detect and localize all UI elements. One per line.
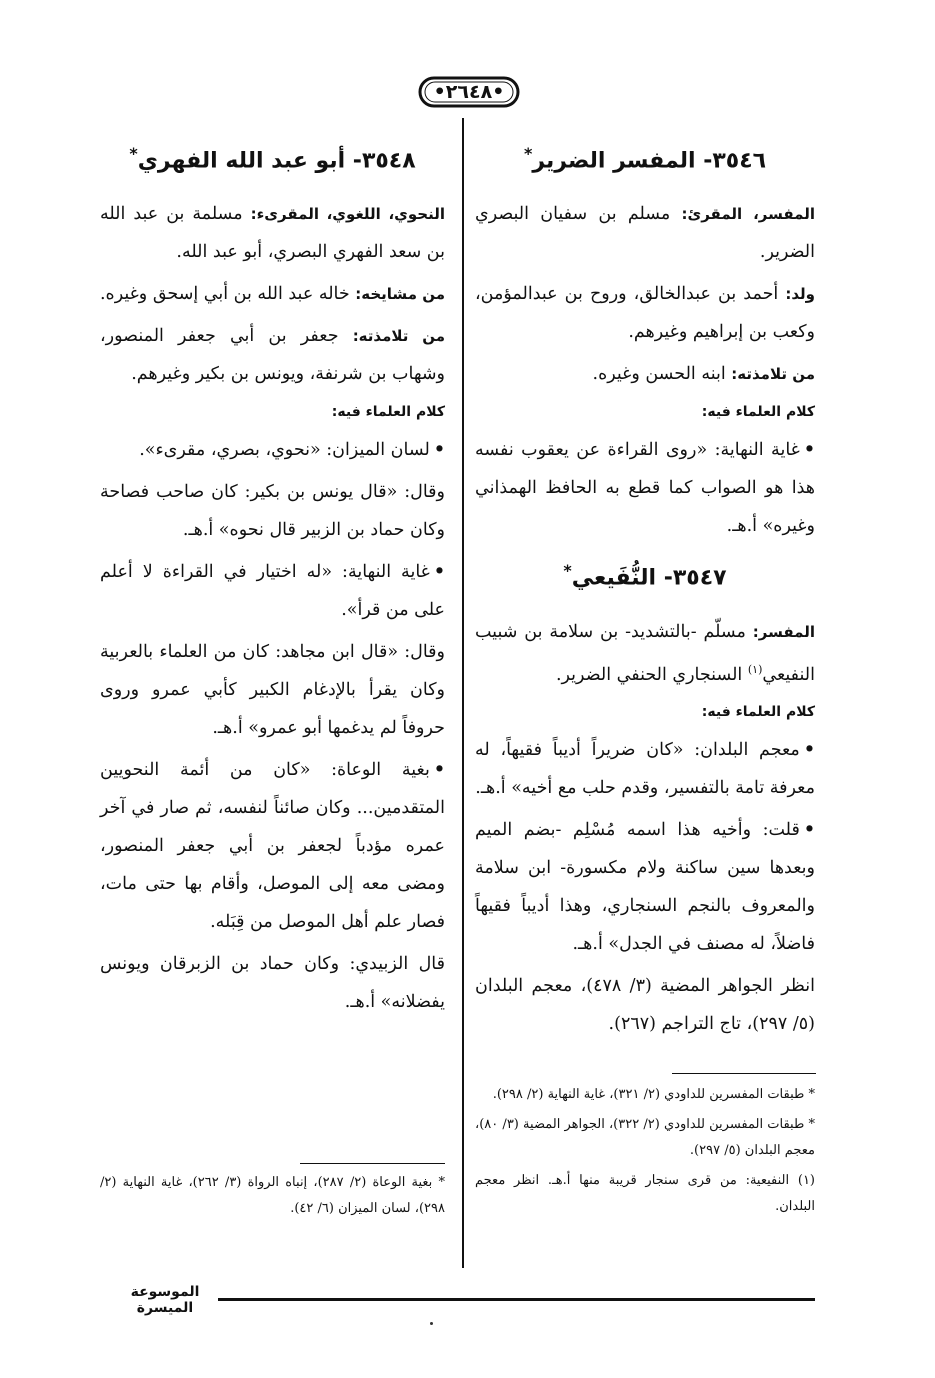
paragraph-lead: النحوي، اللغوي، المقرىء: <box>250 205 445 224</box>
entry-title-star: * <box>129 144 138 163</box>
paragraph-text: لسان الميزان: «نحوي، بصري، مقرىء». <box>139 440 430 461</box>
right-footnotes <box>475 1082 815 1224</box>
paragraph-text: السنجاري الحنفي الضرير. <box>555 664 748 685</box>
footnote: * بغية الوعاة (٢/ ٢٨٧)، إنباه الرواة (٣/ ٢٦٢)، غاية النهاية (٢/ ٢٩٨)، لسان الميزان (٦/ ٤٢). <box>100 1175 446 1216</box>
entry-paragraph <box>475 431 815 545</box>
bullet-icon: • <box>803 440 815 461</box>
column-divider <box>462 118 464 1268</box>
entry-title-text: ٣٥٤٦- المفسر الضرير <box>532 148 767 174</box>
section-subheading: كلام العلماء فيه: <box>701 404 815 421</box>
paragraph-text: غاية النهاية: «له اختيار في القراءة لا أعلم على من قرأ». <box>100 562 445 621</box>
paragraph-text: جعفر بن أبي جعفر المنصور، وشهاب بن شرنفة، ويونس بن بكير وغيرهم. <box>100 326 445 385</box>
entry-paragraph <box>100 751 445 941</box>
paragraph-lead: من تلامذته: <box>352 327 445 346</box>
paragraph-text: وقال: «قال ابن مجاهد: كان من العلماء بالعربية وكان يقرأ بالإدغام الكبير كأبي عمرو وروى حروفاً لم يدغمها أبو عمرو» أ.هـ. <box>100 642 445 739</box>
section-subheading: كلام العلماء فيه: <box>701 704 815 721</box>
paragraph-text: قال الزبيدي: وكان حماد بن الزبرقان ويونس يفضلانه» أ.هـ. <box>100 954 445 1013</box>
entry-paragraph <box>100 275 445 313</box>
entry-paragraph <box>475 731 815 807</box>
entry-title-3548 <box>100 134 445 181</box>
entry-title-star: * <box>563 561 572 581</box>
paragraph-lead: المفسر: <box>752 622 815 641</box>
paragraph-text: وقال: «قال يونس بن بكير: كان صاحب فصاحة وكان حماد بن الزبير قال نحوه» أ.هـ. <box>100 482 445 541</box>
left-column <box>100 128 445 1025</box>
entry-paragraph <box>100 317 445 393</box>
bullet-icon: • <box>803 820 815 841</box>
entry-paragraph <box>100 553 445 629</box>
footer-series-label: الموسوعة الميسرة <box>130 1284 200 1316</box>
footnote-reference: (١) <box>747 662 763 676</box>
entry-paragraph <box>100 431 445 469</box>
entry-title-3547 <box>475 551 815 598</box>
paragraph-lead: من تلامذته: <box>731 365 815 384</box>
entry-paragraph <box>475 967 815 1043</box>
paragraph-text: ابنه الحسن وغيره. <box>592 364 732 385</box>
bullet-icon: • <box>433 760 445 781</box>
entry-paragraph <box>100 195 445 271</box>
left-footnotes <box>100 1170 445 1226</box>
bullet-icon: • <box>433 562 445 583</box>
entry-paragraph <box>100 945 445 1021</box>
page-speck <box>430 1322 433 1325</box>
entry-title-text: ٣٥٤٨- أبو عبد الله الفهري <box>137 148 416 174</box>
entry-title-3546 <box>475 134 815 181</box>
paragraph-text: معجم البلدان: «كان ضريراً أديباً فقيهاً، له معرفة تامة بالتفسير، وقدم حلب مع أخيه» أ.هـ. <box>475 740 815 799</box>
paragraph-text: غاية النهاية: «روى القراءة عن يعقوب نفسه هذا هو الصواب كما قطع به الحافظ الهمذاني وغيره» أ.هـ. <box>475 440 815 537</box>
entry-paragraph <box>475 275 815 351</box>
entry-paragraph <box>475 811 815 963</box>
right-column <box>475 128 815 1047</box>
paragraph-text: أحمد بن عبدالخالق، وروح بن عبدالمؤمن، وكعب بن إبراهيم وغيرهم. <box>475 284 815 343</box>
footnote: (١) النفيعية: من قرى سنجار قريبة منها أ.هـ. انظر معجم البلدان. <box>475 1173 815 1214</box>
paragraph-lead: المفسر، المقرئ: <box>681 205 815 224</box>
footnote-rule <box>300 1163 445 1164</box>
entry-paragraph <box>100 633 445 747</box>
entry-paragraph <box>475 195 815 271</box>
paragraph-lead: ولد: <box>785 285 815 304</box>
bullet-icon: • <box>433 440 445 461</box>
paragraph-text: انظر الجواهر المضية (٣/ ٤٧٨)، معجم البلدان (٥/ ٢٩٧)، تاج التراجم (٢٦٧). <box>475 976 816 1035</box>
bullet-icon: • <box>803 740 815 761</box>
footnote-rule <box>672 1073 816 1074</box>
paragraph-text: خاله عبد الله بن أبي إسحق وغيره. <box>99 284 356 305</box>
section-subheading: كلام العلماء فيه: <box>331 404 445 421</box>
entry-title-star: * <box>523 144 533 163</box>
paragraph-text: بغية الوعاة: «كان من أئمة النحويين المتقدمين... وكان صائناً لنفسه، ثم صار في آخر عمره مؤدباً لجعفر بن أبي جعفر المنصور، ومضى معه إلى الموصل، وأقام بها حتى مات، فصار علم أهل الموصل من قِبَله. <box>100 760 445 933</box>
footnote: * طبقات المفسرين للداودي (٢/ ٣٢١)، غاية النهاية (٢/ ٢٩٨). <box>492 1087 815 1102</box>
paragraph-text: قلت: وأخيه هذا اسمه مُسْلِم -بضم الميم وبعدها سين ساكنة ولام مكسورة- ابن سلامة والمعروف بالنجم السنجاري، وهذا أديباً فقيهاً فاضلاً، له مصنف في الجدل» أ.هـ. <box>475 820 815 955</box>
paragraph-lead: من مشايخه: <box>355 285 445 304</box>
entry-title-text: ٣٥٤٧- النُّفَيعي <box>571 565 727 591</box>
entry-paragraph <box>475 613 815 694</box>
paragraph-text: مسلمة بن عبد الله بن سعد الفهري البصري، أبو عبد الله. <box>100 204 445 263</box>
footer-rule <box>218 1298 815 1301</box>
footnote: * طبقات المفسرين للداودي (٢/ ٣٢٢)، الجواهر المضية (٣/ ٨٠)، معجم البلدان (٥/ ٢٩٧). <box>475 1117 815 1158</box>
entry-paragraph <box>100 473 445 549</box>
page-number-frame <box>414 72 524 112</box>
entry-paragraph <box>475 355 815 393</box>
paragraph-text: مسلم بن سفيان البصري الضرير. <box>475 204 815 263</box>
page-number: •٢٦٤٨• <box>433 81 505 103</box>
paragraph-text: مسلّم -بالتشديد- بن سلامة بن شبيب النفيعي <box>475 621 815 685</box>
